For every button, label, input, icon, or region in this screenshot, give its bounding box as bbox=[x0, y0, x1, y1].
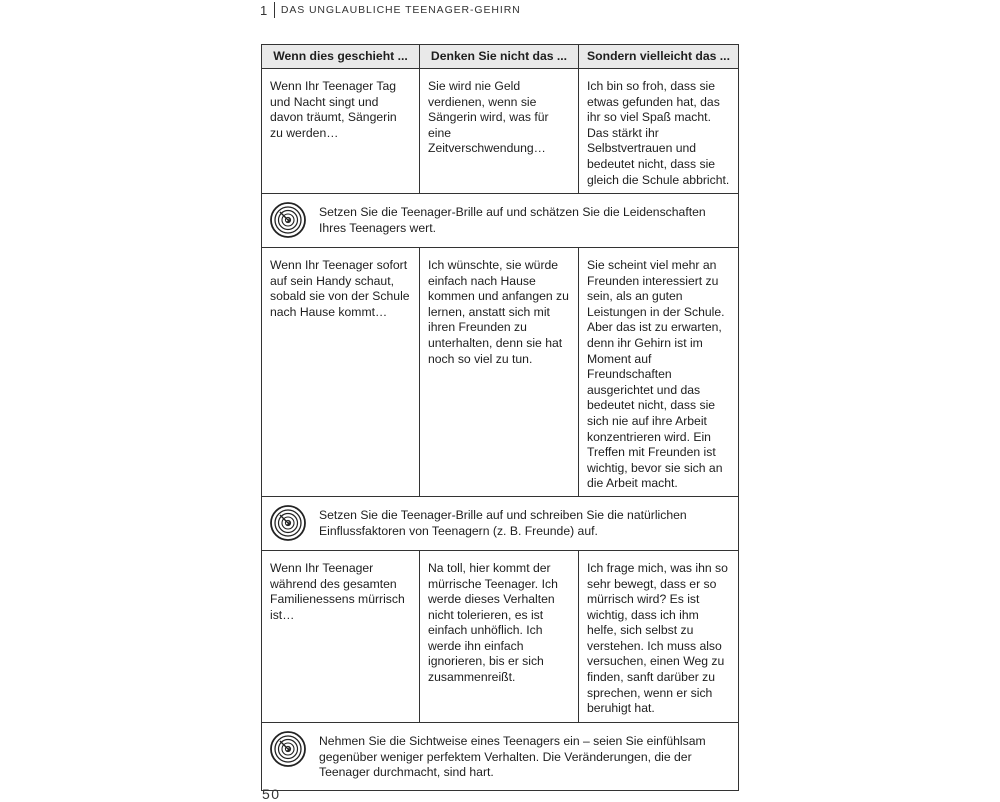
cell-dont-think: Na toll, hier kommt der mürrische Teenager. Ich werde dieses Verhalten nicht tolerieren, es ist einfach unhöflich. Ich werde ihn einfach ignorieren, bis er sich zusammenreißt. bbox=[420, 550, 579, 722]
tip-text: Nehmen Sie die Sichtweise eines Teenagers ein – seien Sie einfühlsam gegenüber weniger perfektem Verhalten. Die Veränderungen, die der Teenager durchmacht, sind hart. bbox=[319, 733, 706, 780]
header-divider bbox=[274, 2, 275, 18]
chapter-number: 1 bbox=[260, 2, 268, 18]
tip-text: Setzen Sie die Teenager-Brille auf und schätzen Sie die Leidenschaften Ihres Teenagers wert. bbox=[319, 205, 706, 235]
table-row bbox=[262, 248, 739, 497]
comparison-table bbox=[261, 44, 739, 791]
page-number: 50 bbox=[262, 786, 281, 802]
tip-text: Setzen Sie die Teenager-Brille auf und schreiben Sie die natürlichen Einflussfaktoren von Teenagern (z. B. Freunde) auf. bbox=[319, 507, 687, 538]
cell-instead: Ich bin so froh, dass sie etwas gefunden hat, das ihr so viel Spaß macht. Das stärkt ihr Selbstvertrauen und bedeutet nicht, dass sie gleich die Schule abbricht. bbox=[579, 69, 739, 194]
running-header bbox=[260, 2, 521, 18]
cell-instead: Ich frage mich, was ihn so sehr bewegt, dass er so mürrisch wird? Es ist wichtig, dass ich ihm helfe, sich selbst zu verstehen. Ich muss also versuchen, einen Weg zu finden, sanft darüber zu sprechen, wenn er sich beruhigt hat. bbox=[579, 550, 739, 722]
column-header-when: Wenn dies geschieht ... bbox=[262, 45, 420, 69]
table-row bbox=[262, 550, 739, 722]
cell-when: Wenn Ihr Teenager Tag und Nacht singt und davon träumt, Sängerin zu werden… bbox=[262, 69, 420, 194]
cell-dont-think: Sie wird nie Geld verdienen, wenn sie Sängerin wird, was für eine Zeitverschwendung… bbox=[420, 69, 579, 194]
spiral-target-icon bbox=[270, 202, 306, 238]
tip-row bbox=[262, 496, 739, 550]
table-header-row bbox=[262, 45, 739, 69]
tip-row bbox=[262, 722, 739, 790]
cell-dont-think: Ich wünschte, sie würde einfach nach Hause kommen und anfangen zu lernen, anstatt sich mit ihren Freunden zu unterhalten, denn sie hat noch so viel zu tun. bbox=[420, 248, 579, 497]
cell-when: Wenn Ihr Teenager sofort auf sein Handy schaut, sobald sie von der Schule nach Hause kommt… bbox=[262, 248, 420, 497]
column-header-dont-think: Denken Sie nicht das ... bbox=[420, 45, 579, 69]
cell-instead: Sie scheint viel mehr an Freunden interessiert zu sein, als an guten Leistungen in der Schule. Aber das ist zu erwarten, denn ihr Gehirn ist im Moment auf Freundschaften ausgerichtet und das bedeutet nicht, dass sie sich nie auf ihre Arbeit konzentrieren wird. Ein Treffen mit Freunden ist wichtig, bevor sie sich an die Arbeit macht. bbox=[579, 248, 739, 497]
spiral-target-icon bbox=[270, 505, 306, 541]
column-header-instead: Sondern vielleicht das ... bbox=[579, 45, 739, 69]
cell-when: Wenn Ihr Teenager während des gesamten Familienessens mürrisch ist… bbox=[262, 550, 420, 722]
table-row bbox=[262, 69, 739, 194]
tip-row bbox=[262, 194, 739, 248]
chapter-title: DAS UNGLAUBLICHE TEENAGER-GEHIRN bbox=[280, 4, 521, 16]
spiral-target-icon bbox=[270, 731, 306, 767]
